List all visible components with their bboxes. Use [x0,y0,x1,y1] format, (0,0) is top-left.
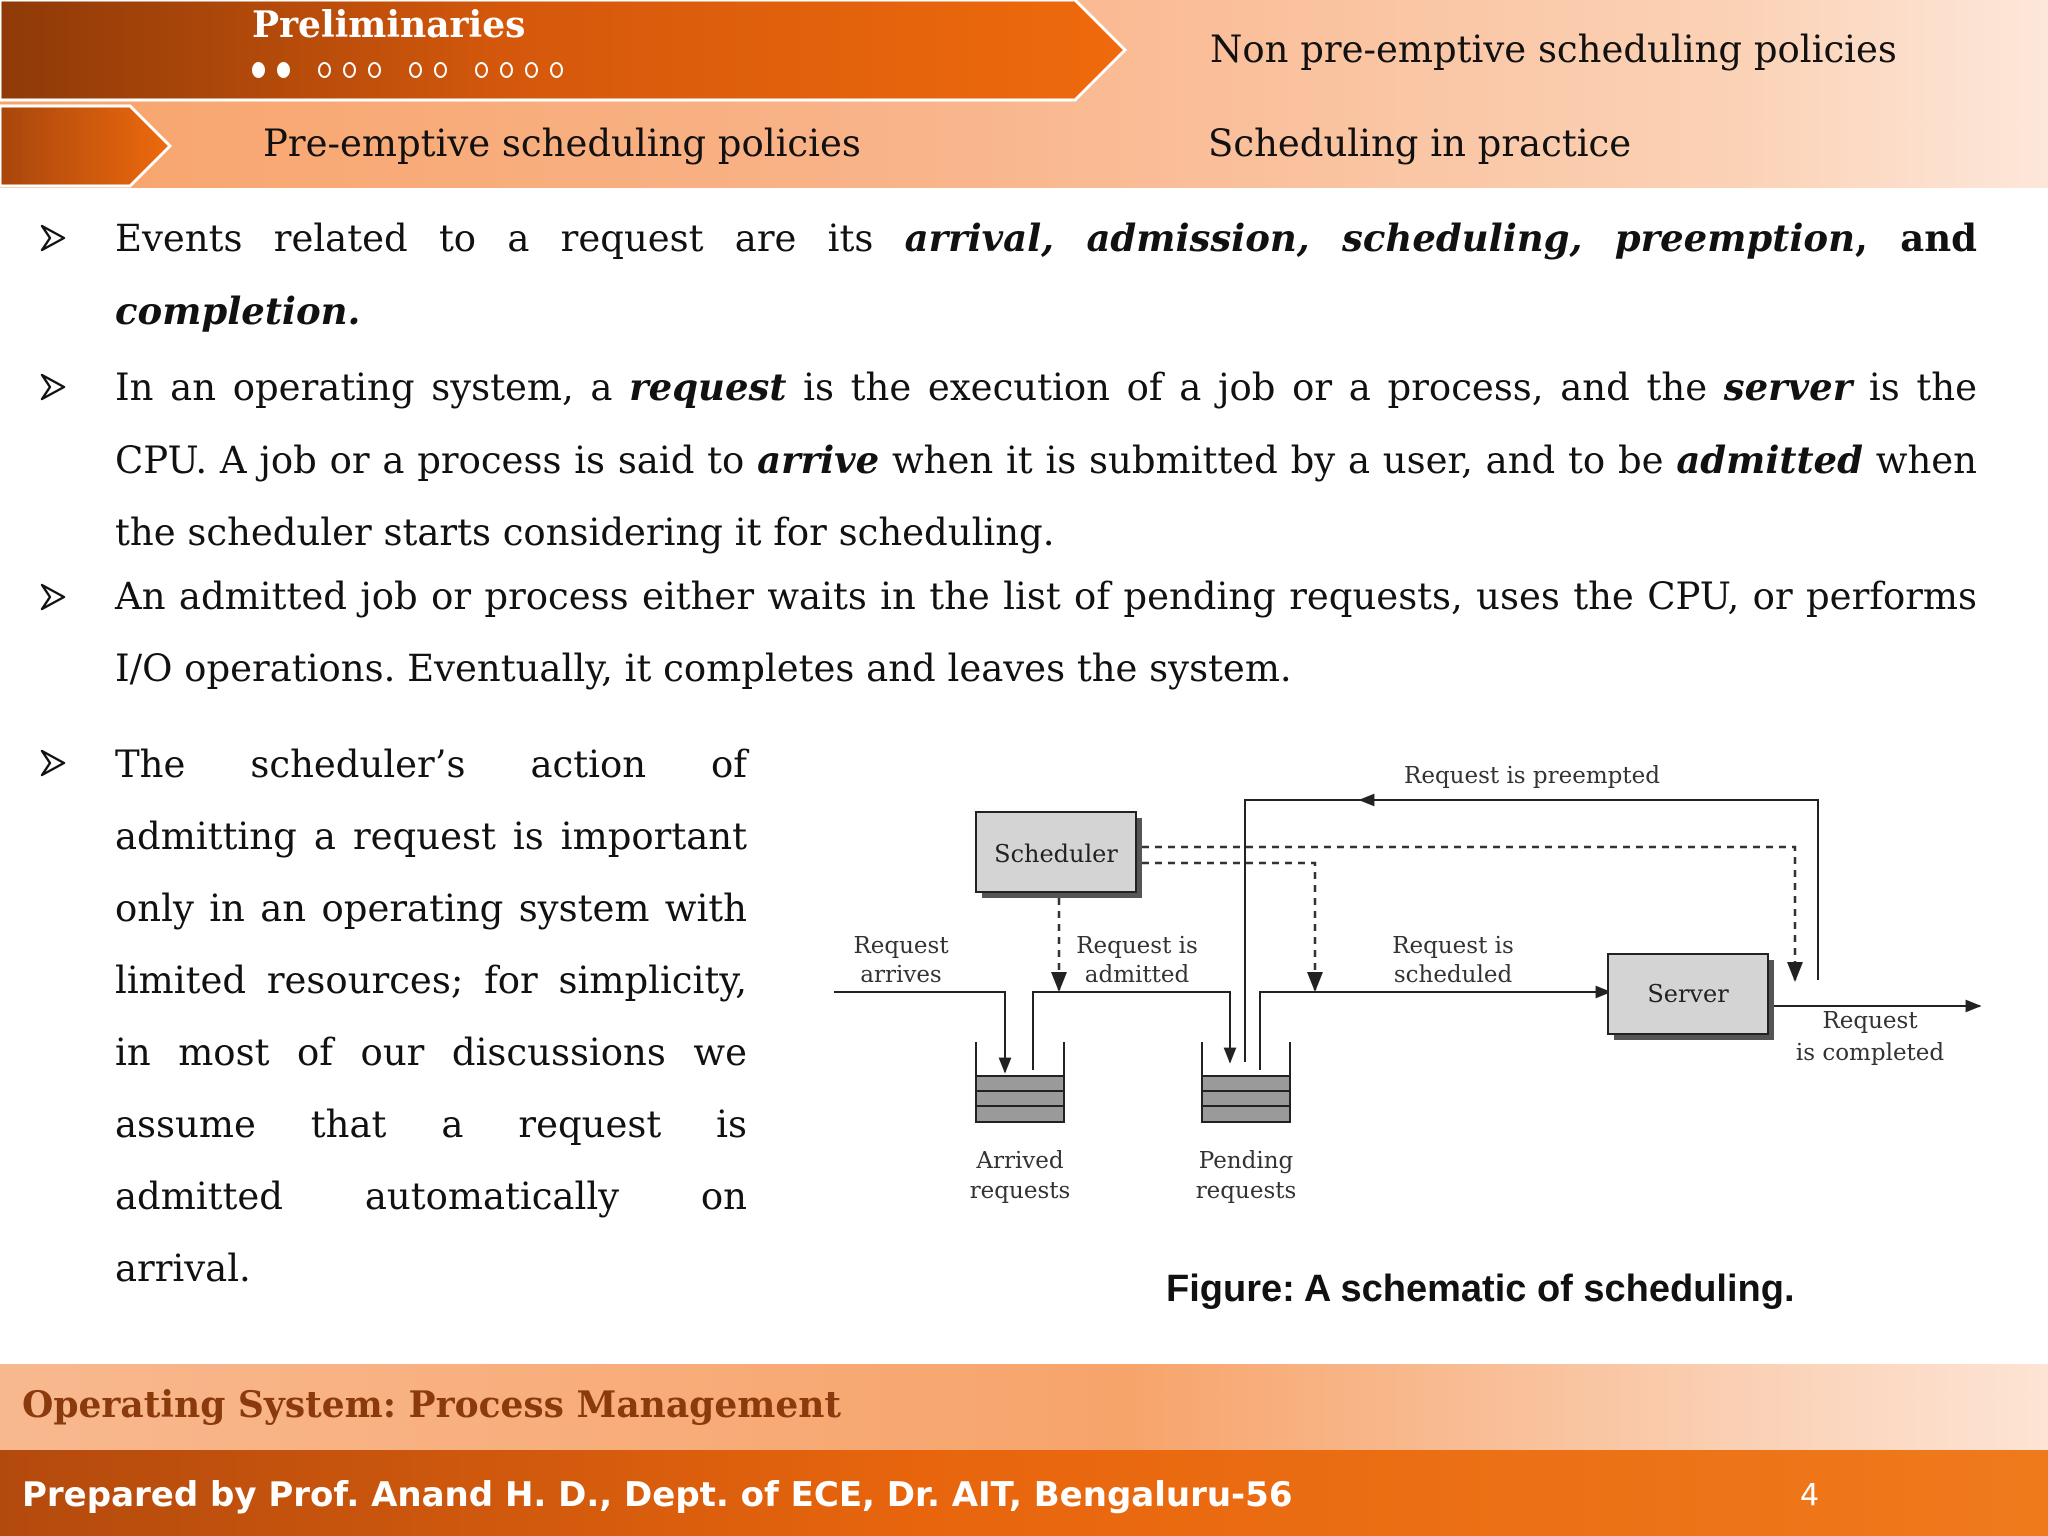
figure-caption: Figure: A schematic of scheduling. [1166,1268,1795,1310]
progress-dot-empty[interactable] [368,62,381,78]
nav-active-ribbon [0,0,1125,100]
footer-course-title: Operating System: Process Management [22,1384,842,1426]
admission-path [1033,992,1230,1070]
label-admitted-1: Request is [1076,933,1198,959]
page-number: 4 [1800,1478,1820,1513]
label-scheduled-2: scheduled [1393,962,1513,988]
bullet-text-segment: when the scheduler starts considering it for scheduling. [115,439,1977,554]
label-server: Server [1647,980,1729,1008]
label-completed-1: Request [1822,1008,1918,1034]
scheduling-schematic-diagram [830,750,1990,1230]
bullet-text-segment: server [1723,365,1853,409]
footer-author: Prepared by Prof. Anand H. D., Dept. of ECE, Dr. AIT, Bengaluru-56 [22,1475,1293,1515]
nav-section-non-preemptive[interactable]: Non pre-emptive scheduling policies [1210,28,1897,71]
nav-progress-dots [252,62,575,78]
bullet-text-segment: is the execution of a job or a process, and the [786,366,1724,409]
label-pending-queue-1: Pending [1198,1148,1294,1174]
label-arrived-queue-2: requests [969,1178,1071,1204]
bullet-text-segment: , and [1854,216,1977,260]
bullet-text-segment: In an operating system, a [115,366,630,409]
label-arrives-1: Request [853,933,949,959]
label-arrived-queue-1: Arrived [976,1148,1064,1174]
bullet-text-segment: admitted [1676,438,1863,482]
nav-section-preliminaries[interactable]: Preliminaries [252,4,526,46]
progress-dot-empty[interactable] [409,62,422,78]
progress-dot-filled[interactable] [277,62,290,78]
progress-dot-empty[interactable] [550,62,563,78]
bullet-text-segment: An admitted job or process either waits in the list of pending requests, uses the CPU, or performs I/O operations. Eventually, it completes and leaves the system. [115,575,1977,690]
bullet-scheduler-action [115,729,747,1305]
bullet-arrow-icon [38,748,68,778]
bullet-text-segment: when it is submitted by a user, and to be [879,439,1677,482]
bullet-arrow-icon [38,582,68,612]
progress-dot-empty[interactable] [318,62,331,78]
nav-section-in-practice[interactable]: Scheduling in practice [1208,122,1632,165]
bullet-text-segment: request [629,365,787,409]
bullet-admitted-job [115,561,1977,705]
progress-dot-empty[interactable] [343,62,356,78]
bullet-text-segment: is the CPU. A job or a process is said to [115,366,1977,482]
bullet-arrow-icon [38,223,68,253]
bullet-text-segment: completion. [115,289,361,333]
bullet-text-segment: Events related to a request are its [115,217,905,260]
bullet-text-segment: The scheduler’s action of admitting a request is important only in an operating system with limited resources; for simplicity, in most of our discussions we assume that a request is admitted automatically on arrival. [115,743,747,1290]
progress-dot-empty[interactable] [475,62,488,78]
label-scheduled-1: Request is [1392,933,1514,959]
bullet-events [115,202,1977,348]
progress-dot-empty[interactable] [500,62,513,78]
nav-section-preemptive[interactable]: Pre-emptive scheduling policies [263,122,861,165]
label-scheduler: Scheduler [994,840,1118,868]
scheduling-path [1260,992,1610,1070]
label-arrives-2: arrives [860,962,942,988]
header-nav [0,0,2048,188]
bullet-text-segment: arrival, admission, scheduling, preemption [904,216,1855,260]
label-pending-queue-2: requests [1195,1178,1297,1204]
label-admitted-2: admitted [1084,962,1190,988]
label-preempted: Request is preempted [1404,763,1660,789]
bullet-text-segment: arrive [757,438,880,482]
bullet-arrow-icon [38,372,68,402]
progress-dot-empty[interactable] [434,62,447,78]
nav-small-ribbon [0,106,170,186]
label-completed-2: is completed [1795,1040,1945,1066]
arrived-requests-queue [976,1042,1064,1122]
progress-dot-empty[interactable] [525,62,538,78]
bullet-request-definition [115,351,1977,569]
progress-dot-filled[interactable] [252,62,265,78]
arrival-path [834,992,1005,1072]
